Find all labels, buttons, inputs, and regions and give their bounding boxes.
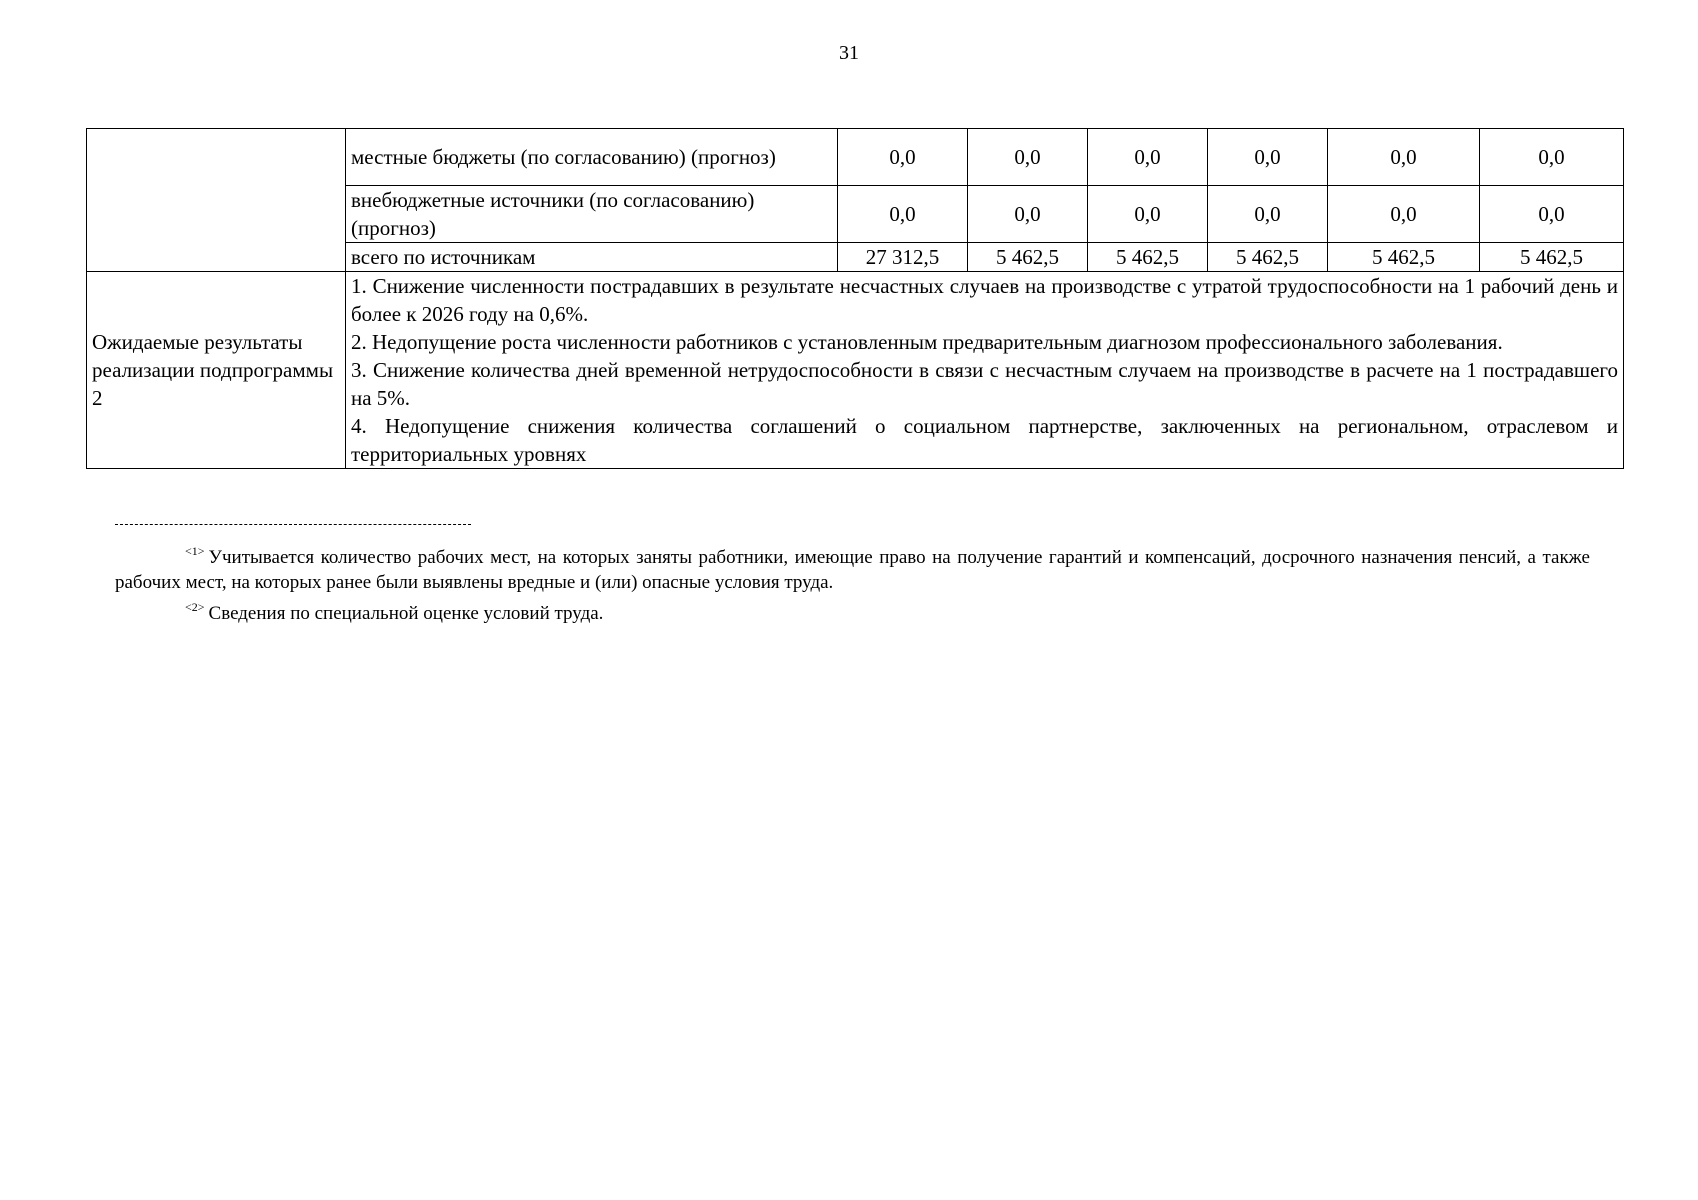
value-cell: 0,0	[1208, 129, 1328, 186]
page-number: 31	[839, 42, 859, 64]
value-cell: 5 462,5	[968, 243, 1088, 272]
value-cell: 27 312,5	[838, 243, 968, 272]
result-item: 1. Снижение численности пострадавших в результате несчастных случаев на производстве с утратой трудоспособности на 1 рабочий день и более к 2026 году на 0,6%.	[351, 274, 1618, 326]
footnote-marker: <1>	[185, 544, 205, 558]
value-cell: 0,0	[838, 186, 968, 243]
row-label: местные бюджеты (по согласованию) (прогноз)	[346, 129, 838, 186]
table-row	[87, 129, 1624, 186]
value-cell: 5 462,5	[1480, 243, 1624, 272]
value-cell: 0,0	[1088, 186, 1208, 243]
empty-heading-cell	[87, 129, 346, 272]
result-item: 2. Недопущение роста численности работников с установленным предварительным диагнозом профессионального заболевания.	[351, 330, 1503, 354]
results-list	[346, 272, 1624, 469]
value-cell: 5 462,5	[1208, 243, 1328, 272]
value-cell: 0,0	[838, 129, 968, 186]
results-heading: Ожидаемые результаты реализации подпрограммы 2	[87, 272, 346, 469]
budget-table	[86, 128, 1624, 469]
value-cell: 0,0	[1208, 186, 1328, 243]
value-cell: 0,0	[968, 129, 1088, 186]
value-cell: 5 462,5	[1328, 243, 1480, 272]
footnote-separator	[115, 524, 471, 525]
value-cell: 0,0	[1088, 129, 1208, 186]
value-cell: 0,0	[1480, 186, 1624, 243]
result-item: 4. Недопущение снижения количества соглашений о социальном партнерстве, заключенных на региональном, отраслевом и территориальных уровнях	[351, 414, 1618, 466]
value-cell: 5 462,5	[1088, 243, 1208, 272]
value-cell: 0,0	[1328, 186, 1480, 243]
footnote	[115, 539, 1590, 595]
footnote-text: Учитывается количество рабочих мест, на которых заняты работники, имеющие право на получение гарантий и компенсаций, досрочного назначения пенсий, а также рабочих мест, на которых ранее были выявлены вредные и (или) опасные условия труда.	[115, 547, 1590, 593]
row-label: внебюджетные источники (по согласованию) (прогноз)	[346, 186, 838, 243]
value-cell: 0,0	[968, 186, 1088, 243]
footnote-text: Сведения по специальной оценке условий труда.	[208, 603, 604, 624]
footnote-marker: <2>	[185, 600, 205, 614]
result-item: 3. Снижение количества дней временной нетрудоспособности в связи с несчастным случаем на производстве в расчете на 1 пострадавшего на 5%.	[351, 358, 1618, 410]
value-cell: 0,0	[1480, 129, 1624, 186]
results-row	[87, 272, 1624, 469]
value-cell: 0,0	[1328, 129, 1480, 186]
footnote	[115, 595, 1590, 626]
footnotes	[115, 524, 1590, 626]
row-label: всего по источникам	[346, 243, 838, 272]
